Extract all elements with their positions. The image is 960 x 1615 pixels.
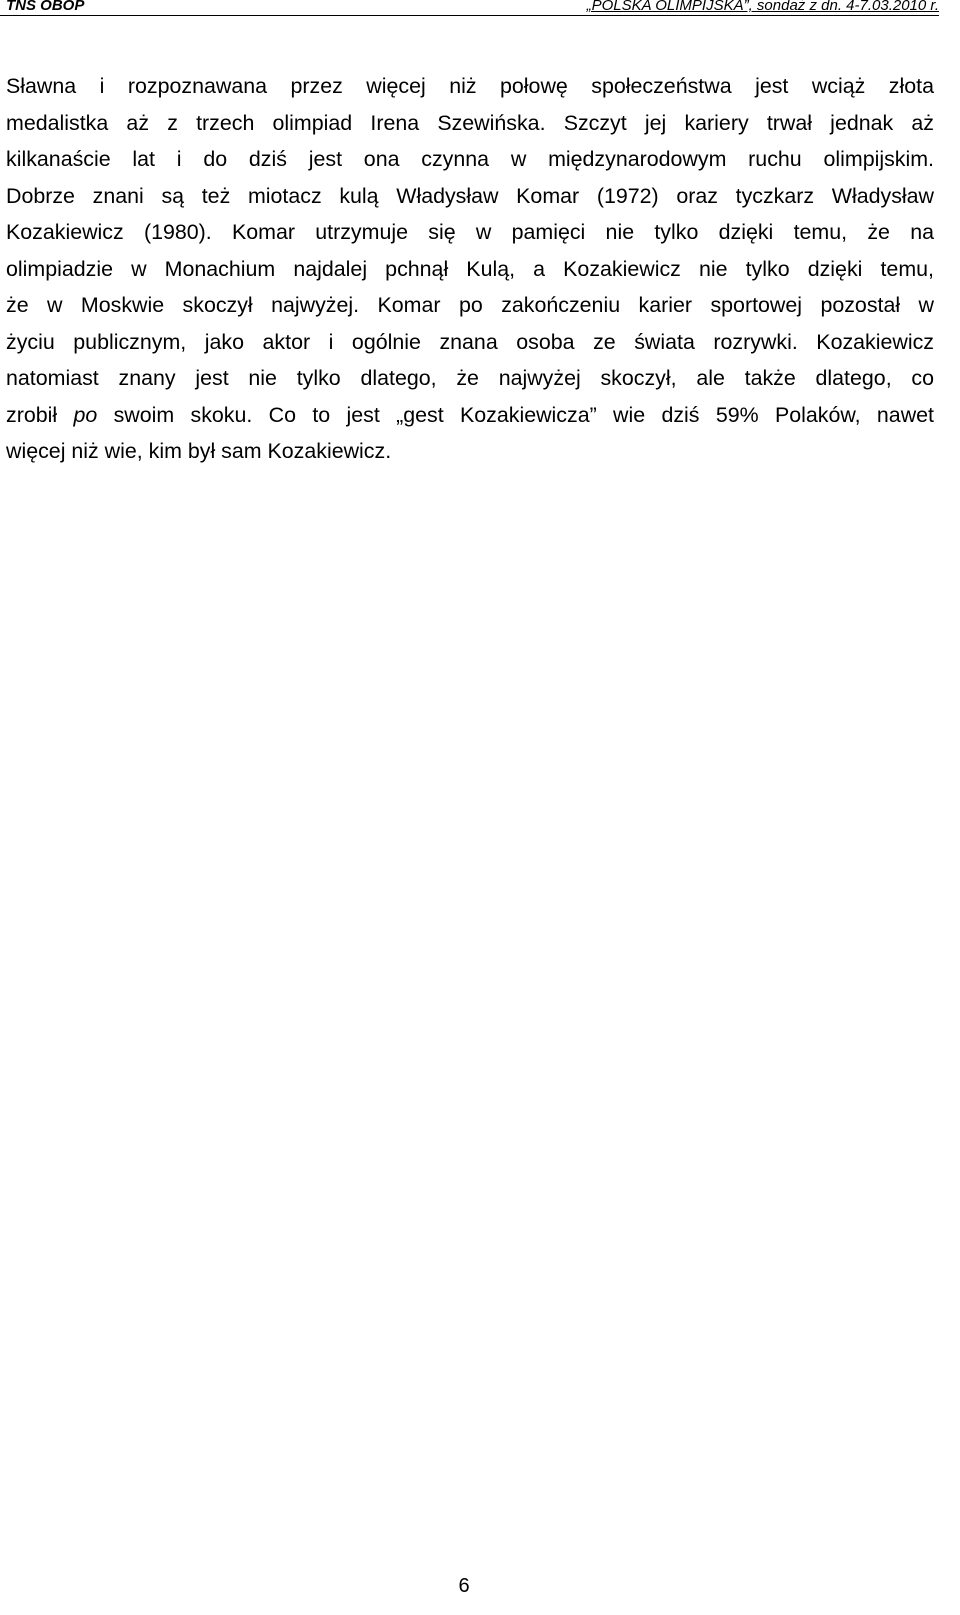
body-paragraph	[6, 68, 934, 470]
line-text-after: swoim skoku. Co to jest „gest Kozakiewicza” wie dziś 59% Polaków, nawet	[97, 402, 934, 427]
page-header	[0, 0, 939, 16]
paragraph-line: życiu publicznym, jako aktor i ogólnie znana osoba ze świata rozrywki. Kozakiewicz	[6, 329, 934, 354]
paragraph-line: natomiast znany jest nie tylko dlatego, że najwyżej skoczył, ale także dlatego, co	[6, 366, 934, 390]
page-number-text: 6	[458, 1575, 470, 1597]
paragraph-line: Kozakiewicz (1980). Komar utrzymuje się w pamięci nie tylko dzięki temu, że na	[6, 220, 934, 244]
paragraph-line	[6, 397, 934, 434]
header-organization: TNS OBOP	[6, 0, 85, 14]
paragraph-line: Sławna i rozpoznawana przez więcej niż połowę społeczeństwa jest wciąż złota	[6, 74, 934, 98]
italic-word: po	[73, 402, 98, 427]
paragraph-line: Dobrze znani są też miotacz kulą Władysław Komar (1972) oraz tyczkarz Władysław	[6, 183, 934, 208]
line-text-before: zrobił	[6, 402, 74, 427]
paragraph-line: że w Moskwie skoczył najwyżej. Komar po zakończeniu karier sportowej pozostał w	[6, 293, 934, 317]
header-report-title: „POLSKA OLIMPIJSKA”, sondaż z dn. 4-7.03.2010 r.	[586, 0, 939, 14]
paragraph-line: olimpiadzie w Monachium najdalej pchnął Kulą, a Kozakiewicz nie tylko dzięki temu,	[6, 256, 934, 281]
paragraph-last-line: więcej niż wie, kim był sam Kozakiewicz.	[6, 439, 392, 463]
page-number	[0, 1574, 928, 1598]
paragraph-line: kilkanaście lat i do dziś jest ona czynna w międzynarodowym ruchu olimpijskim.	[6, 147, 934, 171]
paragraph-line: medalistka aż z trzech olimpiad Irena Szewińska. Szczyt jej kariery trwał jednak aż	[6, 110, 934, 135]
